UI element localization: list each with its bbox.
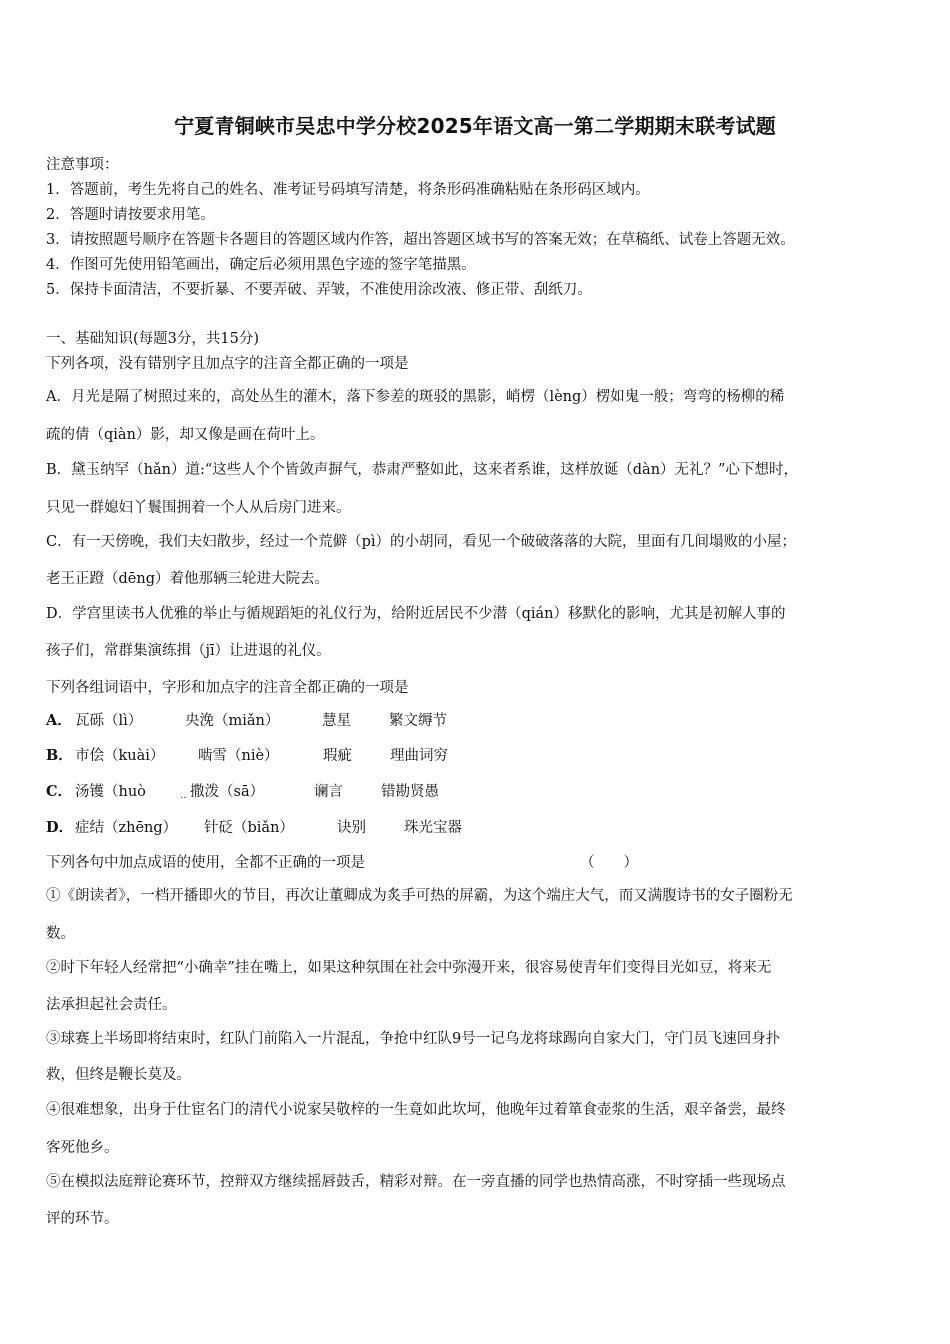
question-2-word: 慧星 <box>322 713 351 729</box>
question-2-stem: 下列各组词语中，字形和加点字的注音全都正确的一项是 <box>46 680 409 696</box>
notice-item: 2．答题时请按要求用笔。 <box>46 207 215 223</box>
question-1-option-a: A．月光是隔了树照过来的，高处丛生的灌木，落下参差的斑驳的黑影，峭楞（lèng）楞如鬼一般；弯弯的杨柳的稀 <box>46 389 785 405</box>
question-2-option-label: A． <box>46 712 72 729</box>
question-2-option-label: C． <box>46 783 73 800</box>
question-3-item-2: ②时下年轻人经常把“小确幸”挂在嘴上，如果这种氛围在社会中弥漫开来，很容易使青年们变得目光如豆，将来无 <box>46 960 772 976</box>
question-2-option-label: B． <box>46 747 73 764</box>
question-2-word: 央浼（miǎn） <box>185 713 280 729</box>
question-1-option-b-cont: 只见一群媳妇丫鬟围拥着一个人从后房门进来。 <box>46 500 351 516</box>
question-3-item-4: ④很难想象，出身于仕宦名门的清代小说家吴敬梓的一生竟如此坎坷，他晚年过着箪食壶浆的生活，艰辛备尝，最终 <box>46 1102 786 1118</box>
question-3-item-1-cont: 数。 <box>46 926 75 942</box>
question-3-item-3-cont: 救，但终是鞭长莫及。 <box>46 1067 191 1083</box>
notice-item: 4．作图可先使用铅笔画出，确定后必须用黑色字迹的签字笔描黑。 <box>46 257 476 273</box>
question-2-word: 撒泼（sā） <box>190 784 265 800</box>
question-3-item-5-cont: 评的环节。 <box>46 1211 119 1227</box>
question-3-stem: 下列各句中加点成语的使用，全都不正确的一项是 <box>46 855 365 871</box>
question-2-word: 珠光宝器 <box>404 820 462 836</box>
question-1-option-d: D．学宫里读书人优雅的举止与循规蹈矩的礼仪行为，给附近居民不少潜（qián）移默化的影响，尤其是初解人事的 <box>46 606 786 622</box>
answer-blank: （ ） <box>580 855 638 871</box>
question-2-word: 瑕疵 <box>323 748 352 764</box>
question-3-item-1: ①《朗读者》，一档开播即火的节目，再次让董卿成为炙手可热的屏霸，为这个端庄大气，而又满腹诗书的女子圈粉无 <box>46 888 793 904</box>
question-2-word: 繁文缛节 <box>389 713 447 729</box>
question-1-option-a-cont: 疏的倩（qiàn）影，却又像是画在荷叶上。 <box>46 427 325 443</box>
question-3-item-5: ⑤在模拟法庭辩论赛环节，控辩双方继续摇唇鼓舌，精彩对辩。在一旁直播的同学也热情高涨，不时穿插一些现场点 <box>46 1174 786 1190</box>
question-3-item-4-cont: 客死他乡。 <box>46 1140 119 1156</box>
question-2-word: 瓦砾（lì） <box>75 713 143 729</box>
notice-item: 5．保持卡面清洁，不要折暴、不要弄破、弄皱，不准使用涂改液、修正带、刮纸刀。 <box>46 282 592 298</box>
question-1-option-c: C．有一天傍晚，我们夫妇散步，经过一个荒僻（pì）的小胡同，看见一个破破落落的大院，里面有几间塌败的小屋； <box>46 534 797 550</box>
question-2-word: 诀别 <box>337 820 366 836</box>
question-2-option-label: D． <box>46 819 74 836</box>
notice-heading: 注意事项： <box>46 157 119 173</box>
question-3-item-3: ③球赛上半场即将结束时，红队门前陷入一片混乱，争抢中红队9号一记乌龙将球踢向自家大门，守门员飞速回身扑 <box>46 1031 781 1047</box>
question-2-word: 市侩（kuài） <box>75 748 165 764</box>
emphasis-dot: ‥ <box>180 790 187 801</box>
notice-item: 3．请按照题号顺序在答题卡各题目的答题区域内作答，超出答题区域书写的答案无效；在草稿纸、试卷上答题无效。 <box>46 232 795 248</box>
question-1-stem: 下列各项，没有错别字且加点字的注音全都正确的一项是 <box>46 356 409 372</box>
question-1-option-d-cont: 孩子们，常群集演练揖（jī）让进退的礼仪。 <box>46 643 331 659</box>
section-heading: 一、基础知识(每题3分，共15分) <box>46 331 259 347</box>
question-2-word: 理曲词穷 <box>390 748 448 764</box>
question-2-word: 错勘贤愚 <box>381 784 439 800</box>
question-2-word: 症结（zhēng） <box>75 820 178 836</box>
question-3-item-2-cont: 法承担起社会责任。 <box>46 997 177 1013</box>
question-2-word: 谰言 <box>314 784 343 800</box>
question-1-option-c-cont: 老王正蹬（dēng）着他那辆三轮进大院去。 <box>46 571 329 587</box>
notice-item: 1．答题前，考生先将自己的姓名、准考证号码填写清楚，将条形码准确粘贴在条形码区域内。 <box>46 182 650 198</box>
question-2-word: 啮雪（niè） <box>198 748 279 764</box>
question-1-option-b: B．黛玉纳罕（hǎn）道:“这些人个个皆敛声摒气，恭肃严整如此，这来者系谁，这样放诞（dàn）无礼？”心下想时， <box>46 462 798 478</box>
question-2-word: 针砭（biǎn） <box>204 820 294 836</box>
question-2-word: 汤镬（huò <box>75 784 146 800</box>
page-title: 宁夏青铜峡市吴忠中学分校2025年语文高一第二学期期末联考试题 <box>174 114 776 138</box>
